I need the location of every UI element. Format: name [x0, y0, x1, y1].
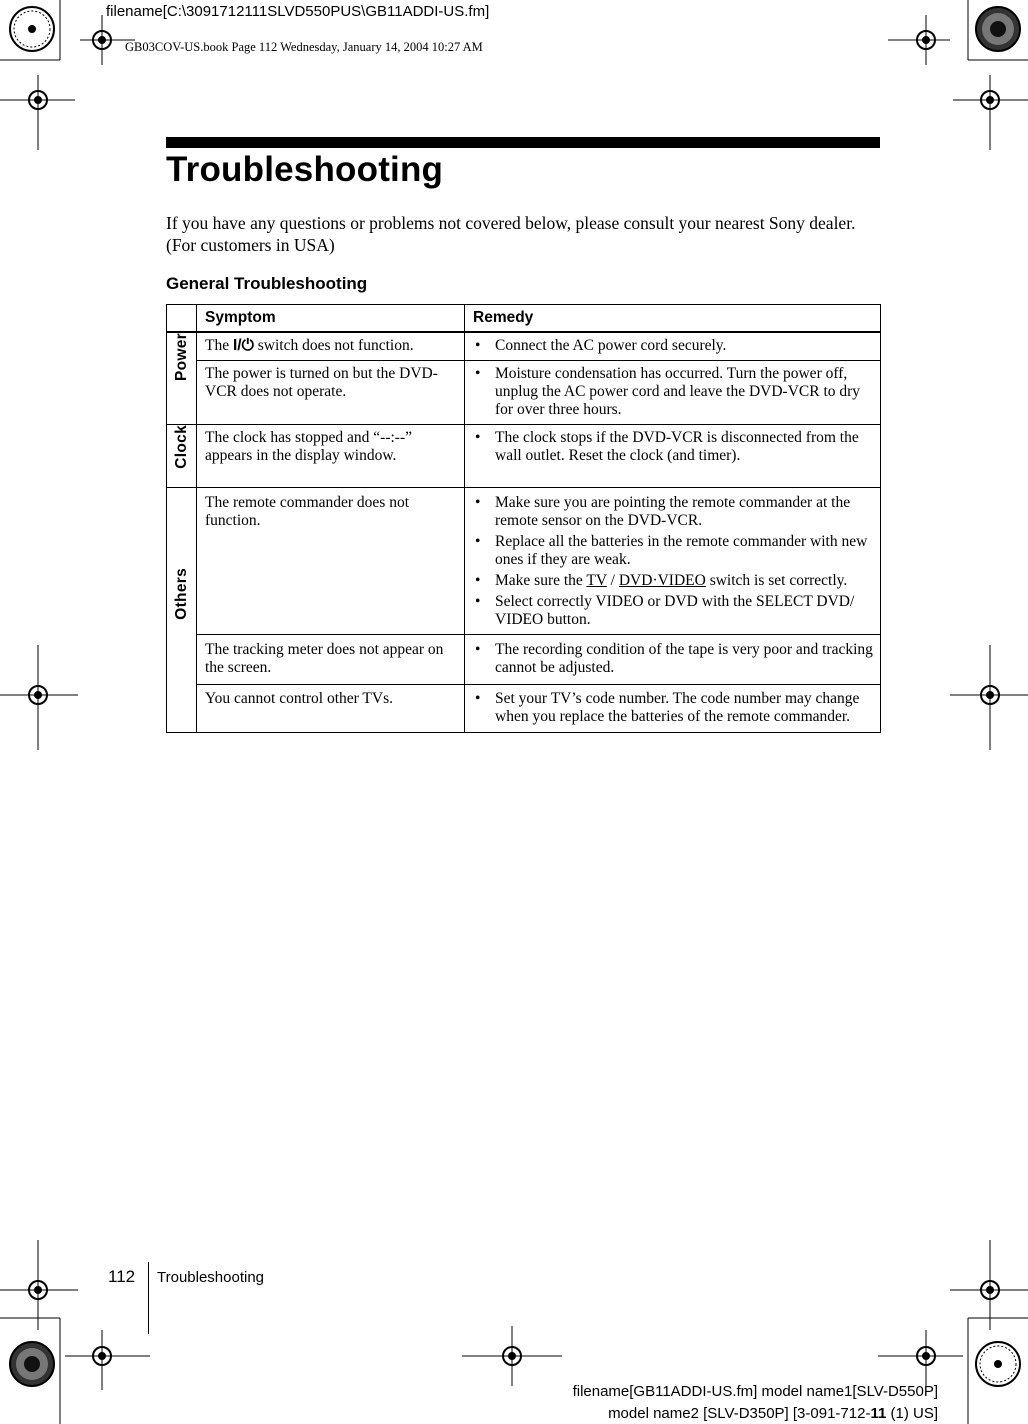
- remedy-item: • Select correctly VIDEO or DVD with the SELECT DVD/ VIDEO button.: [473, 593, 874, 629]
- symptom-cell: The clock has stopped and “--:--” appears in the display window.: [197, 425, 465, 488]
- footer-filename: filename[GB11ADDI-US.fm] model name1[SLV-D550P]: [572, 1383, 938, 1400]
- category-label-others: Others: [172, 568, 190, 620]
- crop-marks-mid-right: [948, 645, 1028, 750]
- category-clock: [167, 425, 197, 488]
- remedy-text: switch is set correctly.: [705, 572, 848, 589]
- remedy-item: • Replace all the batteries in the remote commander with new ones if they are weak.: [473, 533, 874, 569]
- registration-target-bottom-left: [8, 1340, 56, 1388]
- remedy-item: • The clock stops if the DVD-VCR is disconnected from the wall outlet. Reset the clock (and timer).: [473, 429, 874, 465]
- table-row: [167, 361, 881, 425]
- footer-model-edition: 11: [870, 1405, 887, 1422]
- category-label-power: Power: [172, 333, 190, 382]
- section-heading: General Troubleshooting: [166, 274, 368, 293]
- table-header-row: [167, 305, 881, 333]
- table-row: [167, 425, 881, 488]
- page-title: Troubleshooting: [166, 150, 444, 189]
- registration-target-bottom-right: [974, 1340, 1022, 1388]
- remedy-item: • Moisture condensation has occurred. Turn the power off, unplug the AC power cord and leave the DVD-VCR to dry for over three hours.: [473, 365, 874, 419]
- remedy-item: • Make sure you are pointing the remote commander at the remote sensor on the DVD-VCR.: [473, 494, 874, 530]
- remedy-header: Remedy: [465, 305, 881, 333]
- title-rule: [166, 137, 880, 148]
- crop-marks-mid-left: [0, 645, 80, 750]
- power-switch-icon: I/⏻: [232, 337, 254, 354]
- header-filename: filename[C:\3091712111SLVD550PUS\GB11ADDI-US.fm]: [106, 3, 490, 20]
- remedy-item: • Set your TV’s code number. The code number may change when you replace the batteries of the remote commander.: [473, 690, 874, 726]
- symptom-text: The: [205, 337, 233, 354]
- table-row: [167, 685, 881, 733]
- tv-label: TV: [586, 572, 607, 589]
- symptom-header: Symptom: [197, 305, 465, 333]
- remedy-cell: [465, 332, 881, 361]
- registration-target-top-right: [974, 5, 1022, 53]
- category-label-clock: Clock: [172, 425, 190, 469]
- symptom-cell: The power is turned on but the DVD-VCR does not operate.: [197, 361, 465, 425]
- footer-section-name: Troubleshooting: [157, 1269, 265, 1286]
- symptom-text: switch does not function.: [253, 337, 414, 354]
- remedy-item: • The recording condition of the tape is very poor and tracking cannot be adjusted.: [473, 641, 874, 677]
- table-row: [167, 635, 881, 685]
- crop-marks-bottom-left: [0, 1240, 160, 1424]
- intro-paragraph: If you have any questions or problems not covered below, please consult your nearest Sony dealer. (For customers in USA): [166, 213, 856, 255]
- symptom-cell: The tracking meter does not appear on the screen.: [197, 635, 465, 685]
- crop-mark-bottom-center: [462, 1326, 562, 1386]
- registration-target-top-left: [8, 5, 56, 53]
- symptom-cell: [197, 332, 465, 361]
- remedy-cell: [465, 685, 881, 733]
- dvd-video-label: DVD·VIDEO: [618, 572, 706, 589]
- symptom-cell: You cannot control other TVs.: [197, 685, 465, 733]
- category-power: [167, 332, 197, 425]
- header-book-info: GB03COV-US.book Page 112 Wednesday, January 14, 2004 10:27 AM: [125, 40, 483, 54]
- crop-marks-bottom-right: [868, 1240, 1028, 1424]
- troubleshooting-table: [166, 304, 881, 733]
- footer-model-text: (1) US]: [886, 1405, 938, 1422]
- remedy-cell: [465, 361, 881, 425]
- remedy-item: [473, 572, 874, 590]
- remedy-cell: [465, 425, 881, 488]
- remedy-cell: [465, 488, 881, 635]
- category-header-cell: [167, 305, 197, 333]
- remedy-text: /: [606, 572, 619, 589]
- remedy-item: • Connect the AC power cord securely.: [473, 337, 874, 355]
- page-number: 112: [108, 1267, 136, 1286]
- remedy-cell: [465, 635, 881, 685]
- symptom-cell: The remote commander does not function.: [197, 488, 465, 635]
- table-row: [167, 488, 881, 635]
- footer-model-text: model name2 [SLV-D350P] [3-091-712-: [608, 1405, 871, 1422]
- table-row: [167, 332, 881, 361]
- category-others: [167, 488, 197, 733]
- remedy-text: Make sure the: [495, 572, 587, 589]
